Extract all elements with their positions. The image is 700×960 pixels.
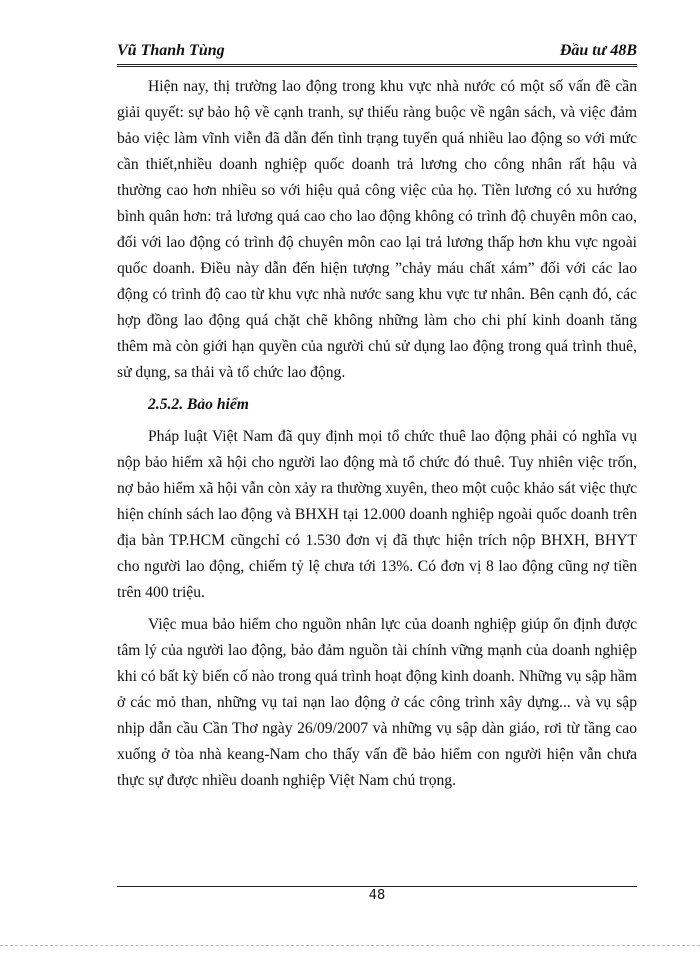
paragraph: Hiện nay, thị trường lao động trong khu vực nhà nước có một số vấn đề cần giải quyết: sự bảo hộ về cạnh tranh, sự thiếu ràng buộc về ngân sách, và việc đảm bảo việc làm vĩnh viễn đã dẫn đến tình trạng tuyển quá nhiều lao động so với mức cần thiết,nhiều doanh nghiệp quốc doanh trả lương cho công nhân rất hậu và thường cao hơn nhiều so với hiệu quả công việc của họ. Tiền lương có xu hướng bình quân hơn: trả lương quá cao cho lao động không có trình độ chuyên môn cao, đối với lao động có trình độ chuyên môn cao lại trả lương thấp hơn khu vực ngoài quốc doanh. Điều này dẫn đến hiện tượng ”chảy máu chất xám” đối với các lao động có trình độ cao từ khu vực nhà nước sang khu vực tư nhân. Bên cạnh đó, các hợp đồng lao động quá chặt chẽ không những làm cho chi phí kinh doanh tăng thêm mà còn giới hạn quyền của người chủ sử dụng lao động trong quá trình thuê, sử dụng, sa thải và tổ chức lao động.	[117, 78, 637, 381]
page-header	[117, 38, 637, 67]
page-number: 48	[368, 888, 386, 903]
paragraph: Pháp luật Việt Nam đã quy định mọi tổ chức thuê lao động phải có nghĩa vụ nộp bảo hiểm xã hội cho người lao động mà tổ chức đó thuê. Tuy nhiên việc trốn, nợ bảo hiểm xã hội vẫn còn xảy ra thường xuyên, theo một cuộc khảo sát việc thực hiện chính sách lao động và BHXH tại 12.000 doanh nghiệp ngoài quốc doanh trên địa bàn TP.HCM cũngchỉ có 1.530 đơn vị đã thực hiện trích nộp BHXH, BHYT cho người lao động, chiếm tỷ lệ chưa tới 13%. Có đơn vị 8 lao động cũng nợ tiền trên 400 triệu.	[117, 428, 637, 601]
page-break-line	[0, 945, 700, 946]
footer-rule	[117, 886, 637, 887]
section-heading: 2.5.2. Bảo hiểm	[148, 396, 249, 413]
paragraph: Việc mua bảo hiểm cho nguồn nhân lực của doanh nghiệp giúp ổn định được tâm lý của người lao động, bảo đảm nguồn tài chính vững mạnh của doanh nghiệp khi có bất kỳ biến cố nào trong quá trình hoạt động kinh doanh. Những vụ sập hầm ở các mỏ than, những vụ tai nạn lao động ở các công trình xây dựng... và vụ sập nhịp dẫn cầu Cần Thơ ngày 26/09/2007 và những vụ sập dàn giáo, rơi từ tầng cao xuống ở tòa nhà keang-Nam cho thấy vấn đề bảo hiểm con người hiện vẫn chưa thực sự được nhiều doanh nghiệp Việt Nam chú trọng.	[117, 616, 637, 789]
document-body	[117, 74, 637, 800]
header-course: Đầu tư 48B	[559, 42, 637, 59]
header-author: Vũ Thanh Tùng	[117, 42, 225, 59]
